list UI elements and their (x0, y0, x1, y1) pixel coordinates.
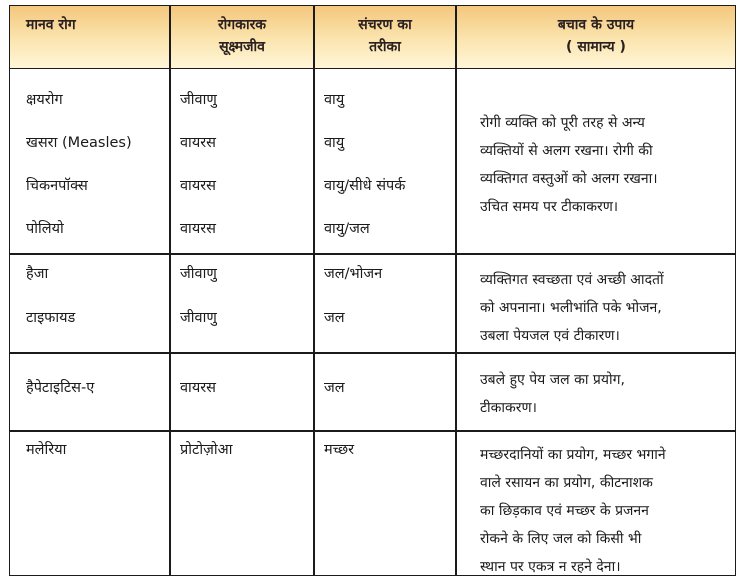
pathogen-type: वायरस (180, 221, 216, 237)
disease-name: पोलियो (26, 221, 64, 237)
column-divider (169, 6, 171, 575)
prevention-text (480, 366, 725, 422)
transmission-mode: वायु/जल (324, 221, 370, 237)
prevention-line: व्यक्तिगत स्वच्छता एवं अच्छी आदतों (480, 272, 664, 288)
prevention-line: रोकने के लिए जल को किसी भी (480, 531, 642, 547)
header-label: तरीका (369, 39, 401, 55)
column-divider (313, 6, 315, 575)
transmission-mode: जल (324, 310, 345, 326)
header-transmission (315, 6, 455, 68)
prevention-line: मच्छरदानियों का प्रयोग, मच्छर भगाने (480, 447, 666, 463)
disease-name: टाइफायड (26, 310, 76, 326)
prevention-line: स्थान पर एकत्र न रहने देना। (480, 559, 621, 575)
transmission-mode: वायु (324, 135, 345, 151)
header-pathogen (170, 6, 314, 68)
header-human-disease (26, 6, 166, 68)
transmission-mode: वायु (324, 92, 345, 108)
disease-name: मलेरिया (26, 442, 67, 458)
prevention-line: का छिड़काव एवं मच्छर के प्रजनन (480, 503, 649, 519)
disease-table (9, 5, 736, 576)
prevention-line: उबले हुए पेय जल का प्रयोग, (480, 372, 625, 388)
column-divider (455, 6, 457, 575)
pathogen-type: वायरस (180, 178, 216, 194)
transmission-mode: जल/भोजन (324, 266, 383, 282)
pathogen-type: वायरस (180, 380, 216, 396)
header-label: बचाव के उपाय (557, 17, 635, 33)
disease-name: क्षयरोग (26, 92, 63, 108)
disease-name: चिकनपॉक्स (26, 178, 88, 194)
disease-name: हैजा (26, 266, 49, 282)
row-divider (10, 253, 735, 255)
prevention-line: व्यक्तियों से अलग रखना। रोगी की (480, 143, 653, 159)
prevention-text (480, 441, 725, 581)
row-divider (10, 352, 735, 354)
header-label: मानव रोग (26, 17, 76, 33)
prevention-line: को अपनाना। भलीभांति पके भोजन, (480, 300, 662, 316)
pathogen-type: जीवाणु (180, 92, 217, 108)
header-label: संचरण का (358, 17, 412, 33)
disease-name: खसरा (Measles) (26, 135, 132, 151)
header-label: ( सामान्य ) (566, 39, 626, 55)
pathogen-type: जीवाणु (180, 266, 217, 282)
transmission-mode: जल (324, 380, 345, 396)
pathogen-type: वायरस (180, 135, 216, 151)
prevention-text (480, 109, 725, 221)
prevention-line: व्यक्तिगत वस्तुओं को अलग रखना। (480, 171, 658, 187)
transmission-mode: वायु/सीधे संपर्क (324, 178, 406, 194)
prevention-line: रोगी व्यक्ति को पूरी तरह से अन्य (480, 115, 645, 131)
prevention-text (480, 266, 725, 350)
header-prevention (456, 6, 736, 68)
prevention-line: टीकाकरण। (480, 400, 537, 416)
transmission-mode: मच्छर (324, 442, 355, 458)
pathogen-type: प्रोटोज़ोआ (180, 442, 233, 458)
table-header (10, 6, 735, 69)
disease-name: हैपेटाइटिस-ए (26, 380, 95, 396)
header-label: रोगकारक (217, 17, 267, 33)
prevention-line: वाले रसायन का प्रयोग, कीटनाशक (480, 475, 653, 491)
prevention-line: उबला पेयजल एवं टीकारण। (480, 328, 620, 344)
pathogen-type: जीवाणु (180, 310, 217, 326)
header-label: सूक्ष्मजीव (219, 39, 265, 55)
prevention-line: उचित समय पर टीकाकरण। (480, 199, 619, 215)
row-divider (10, 430, 735, 432)
